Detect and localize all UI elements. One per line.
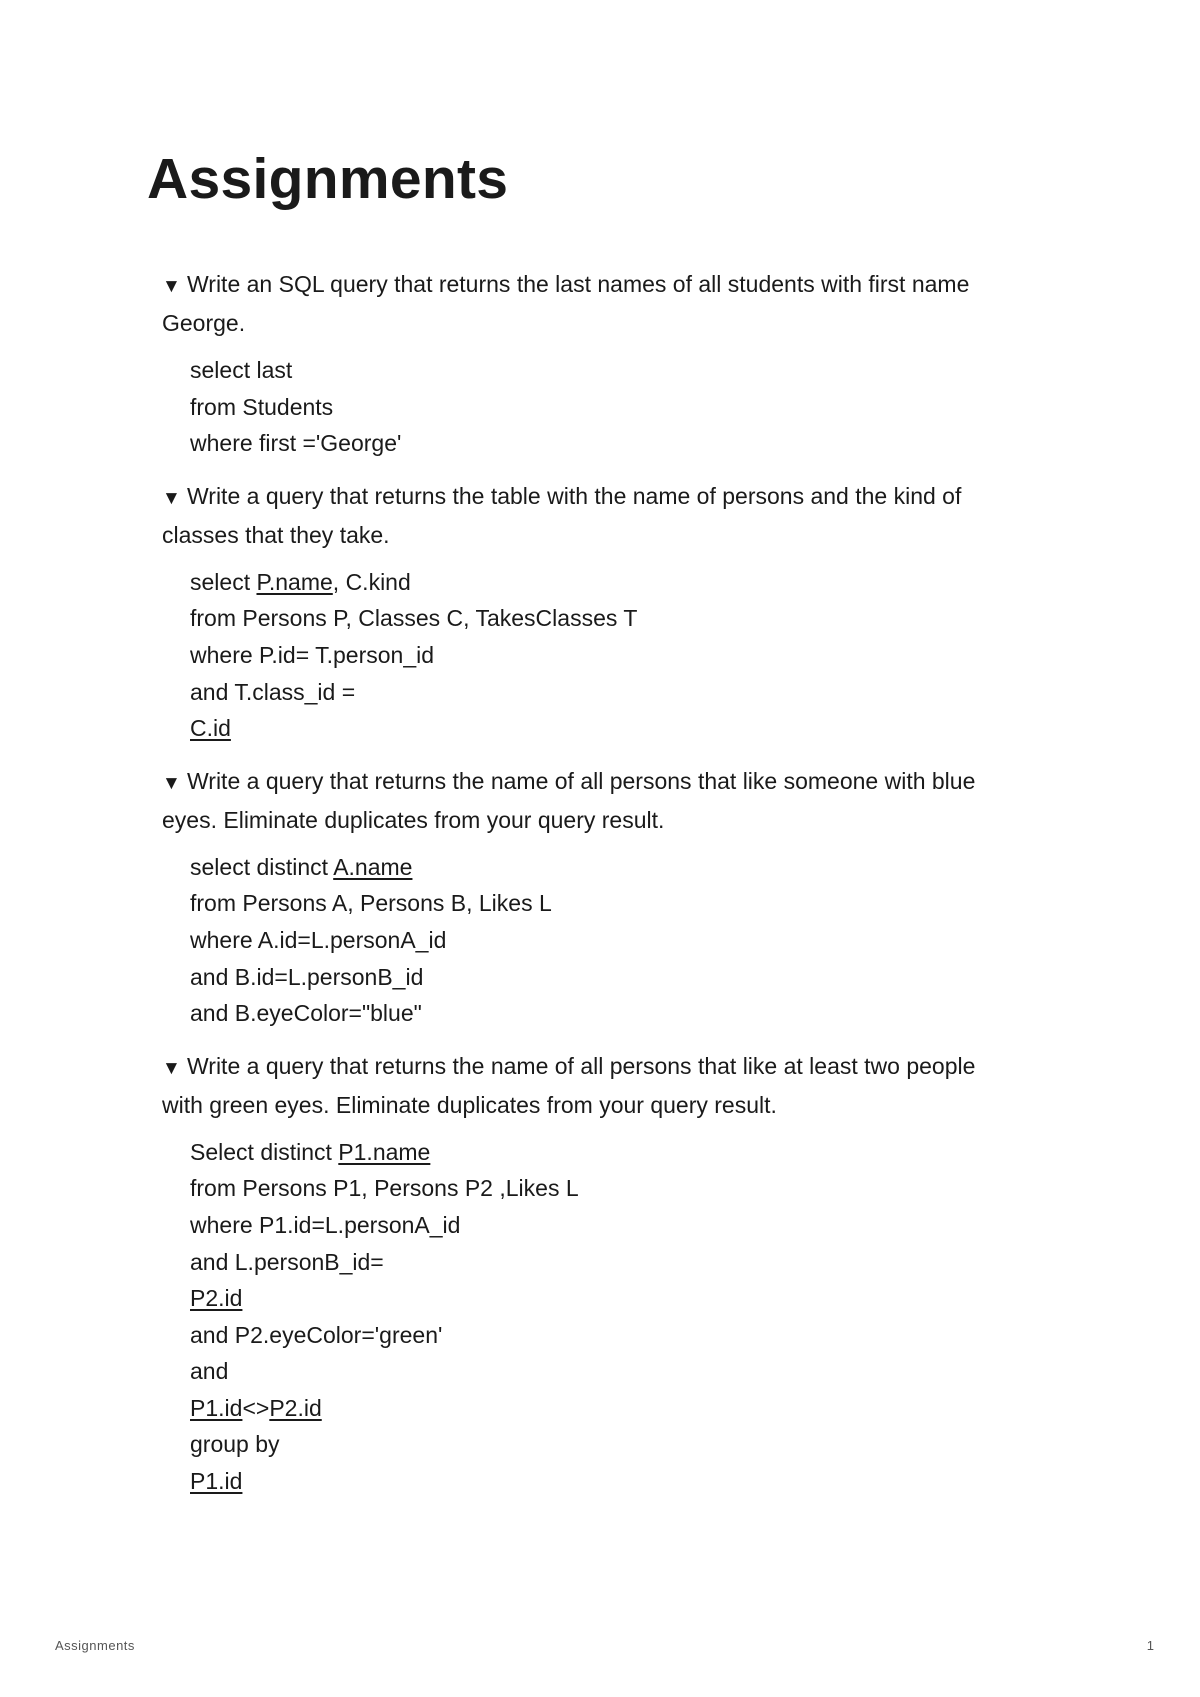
toggle-block <box>163 478 1043 747</box>
mention-link[interactable]: P1.id <box>190 1394 243 1421</box>
query-line <box>190 1207 1043 1244</box>
answer-query <box>190 352 1043 462</box>
mention-link[interactable]: P.name <box>256 568 333 595</box>
question-text-line2: classes that they take. <box>162 521 390 548</box>
query-line <box>190 352 1043 389</box>
query-line <box>190 1170 1043 1207</box>
query-text: from Persons A, Persons B, Likes L <box>190 890 552 917</box>
triangle-down-icon[interactable]: ▼ <box>162 487 181 509</box>
query-line <box>190 564 1043 601</box>
question-text-line1: Write a query that returns the name of all persons that like at least two people <box>187 1052 976 1079</box>
query-line <box>190 1390 1043 1427</box>
answer-query <box>190 849 1043 1032</box>
query-text: from Students <box>190 393 334 420</box>
query-line <box>190 1353 1043 1390</box>
query-text: , C.kind <box>332 568 411 595</box>
query-text: group by <box>190 1431 280 1458</box>
query-line <box>190 1280 1043 1317</box>
query-text: Select distinct <box>190 1138 339 1165</box>
mention-link[interactable]: P2.id <box>269 1394 322 1421</box>
mention-link[interactable]: C.id <box>190 715 231 742</box>
mention-link[interactable]: P1.name <box>338 1138 431 1165</box>
query-line <box>190 710 1043 747</box>
answer-query <box>190 1134 1043 1500</box>
query-line <box>190 1134 1043 1171</box>
question-text-line1: Write a query that returns the name of all persons that like someone with blue <box>187 767 976 794</box>
query-line <box>190 1463 1043 1500</box>
query-line <box>190 1426 1043 1463</box>
query-text: <> <box>242 1394 270 1421</box>
footer-title: Assignments <box>55 1638 135 1653</box>
query-line <box>190 674 1043 711</box>
toggle-header[interactable] <box>162 266 1043 342</box>
query-text: and T.class_id = <box>190 678 356 705</box>
triangle-down-icon[interactable]: ▼ <box>162 1057 181 1079</box>
query-line <box>190 885 1043 922</box>
query-line <box>190 1317 1043 1354</box>
query-text: where A.id=L.personA_id <box>190 926 447 953</box>
mention-link[interactable]: P1.id <box>190 1468 243 1495</box>
query-text: from Persons P, Classes C, TakesClasses T <box>190 605 638 632</box>
page-title: Assignments <box>147 147 509 211</box>
query-text: and L.personB_id= <box>190 1248 384 1275</box>
question-text-line2: eyes. Eliminate duplicates from your query result. <box>162 806 665 833</box>
triangle-down-icon[interactable]: ▼ <box>162 772 181 794</box>
question-text-line1: Write an SQL query that returns the last names of all students with first name <box>187 271 970 297</box>
query-text: from Persons P1, Persons P2 ,Likes L <box>190 1175 579 1202</box>
query-line <box>190 637 1043 674</box>
query-line <box>190 922 1043 959</box>
question-text-line1: Write a query that returns the table with the name of persons and the kind of <box>187 482 962 509</box>
toggle-header[interactable] <box>162 478 1043 554</box>
query-text: select <box>190 568 257 595</box>
toggle-block <box>163 763 1043 1032</box>
toggle-block <box>163 266 1043 462</box>
triangle-down-icon[interactable]: ▼ <box>162 276 181 297</box>
query-line <box>190 389 1043 426</box>
toggle-header[interactable] <box>162 1048 1043 1124</box>
query-text: and P2.eyeColor='green' <box>190 1321 443 1348</box>
mention-link[interactable]: A.name <box>333 853 413 880</box>
query-text: and <box>190 1358 229 1385</box>
query-text: where P1.id=L.personA_id <box>190 1211 461 1238</box>
query-line <box>190 995 1043 1032</box>
footer-page-number: 1 <box>1146 1638 1154 1653</box>
query-text: and B.id=L.personB_id <box>190 963 424 990</box>
query-text: where first ='George' <box>190 430 402 457</box>
assignment-list <box>163 266 1043 1516</box>
answer-query <box>190 564 1043 747</box>
query-text: where P.id= T.person_id <box>190 641 435 668</box>
query-text: and B.eyeColor="blue" <box>190 1000 422 1027</box>
query-line <box>190 425 1043 462</box>
query-line <box>190 849 1043 886</box>
query-line <box>190 1244 1043 1281</box>
toggle-header[interactable] <box>162 763 1043 839</box>
query-text: select distinct <box>190 853 334 880</box>
query-line <box>190 959 1043 996</box>
toggle-block <box>163 1048 1043 1500</box>
mention-link[interactable]: P2.id <box>190 1285 243 1312</box>
query-line <box>190 600 1043 637</box>
question-text-line2: George. <box>162 310 246 336</box>
question-text-line2: with green eyes. Eliminate duplicates from your query result. <box>162 1091 777 1118</box>
query-text: select last <box>190 357 293 383</box>
